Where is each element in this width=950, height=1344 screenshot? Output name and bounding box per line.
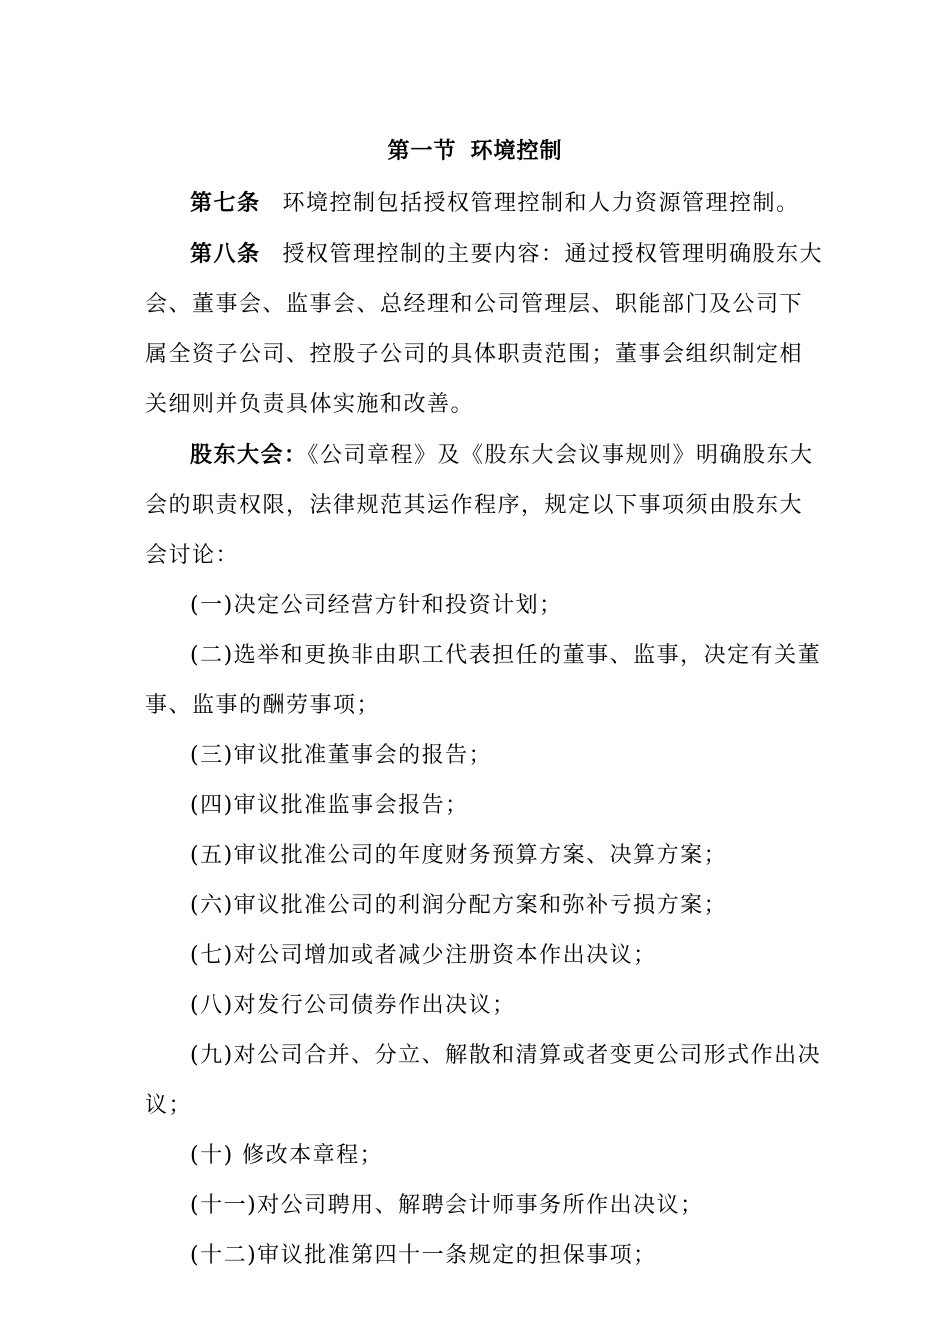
- section-number: 第一节: [387, 138, 457, 164]
- list-item: (八)对发行公司债券作出决议；: [190, 993, 516, 1018]
- list-item: (一)决定公司经营方针和投资计划；: [190, 593, 563, 618]
- article-8-text: 授权管理控制的主要内容：通过授权管理明确股东大会、董事会、监事会、总经理和公司管理层、职能部门及公司下属全资子公司、控股子公司的具体职责范围；董事会组织制定相关细则并负责具体实施和改善。: [145, 242, 824, 417]
- list-item: (十) 修改本章程；: [190, 1143, 384, 1168]
- section-name: 环境控制: [470, 138, 563, 164]
- list-item: (五)审议批准公司的年度财务预算方案、决算方案；: [190, 843, 728, 868]
- list-item: (十二)审议批准第四十一条规定的担保事项；: [190, 1243, 657, 1268]
- list-item: (六)审议批准公司的利润分配方案和弥补亏损方案；: [190, 893, 728, 918]
- shareholders-meeting-paragraph: [145, 430, 825, 581]
- article-7-label: 第七条: [190, 190, 261, 216]
- list-item: (十一)对公司聘用、解聘会计师事务所作出决议；: [190, 1193, 704, 1218]
- list-item: (九)对公司合并、分立、解散和清算或者变更公司形式作出决议；: [145, 1043, 822, 1118]
- shareholders-meeting-label: 股东大会：: [190, 442, 308, 468]
- list-item: (四)审议批准监事会报告；: [190, 793, 469, 818]
- list-item: (七)对公司增加或者减少注册资本作出决议；: [190, 943, 657, 968]
- shareholders-meeting-text: 《公司章程》及《股东大会议事规则》明确股东大会的职责权限，法律规范其运作程序，规定以下事项须由股东大会讨论：: [145, 443, 814, 568]
- document-body: [145, 178, 825, 1281]
- article-7-text: 环境控制包括授权管理控制和人力资源管理控制。: [282, 191, 800, 216]
- list-item: (三)审议批准董事会的报告；: [190, 743, 493, 768]
- list-item: (二)选举和更换非由职工代表担任的董事、监事，决定有关董事、监事的酬劳事项；: [145, 643, 822, 718]
- article-7-paragraph: [145, 178, 825, 229]
- article-8-paragraph: [145, 229, 825, 430]
- section-title: [0, 133, 950, 169]
- article-8-label: 第八条: [190, 241, 261, 267]
